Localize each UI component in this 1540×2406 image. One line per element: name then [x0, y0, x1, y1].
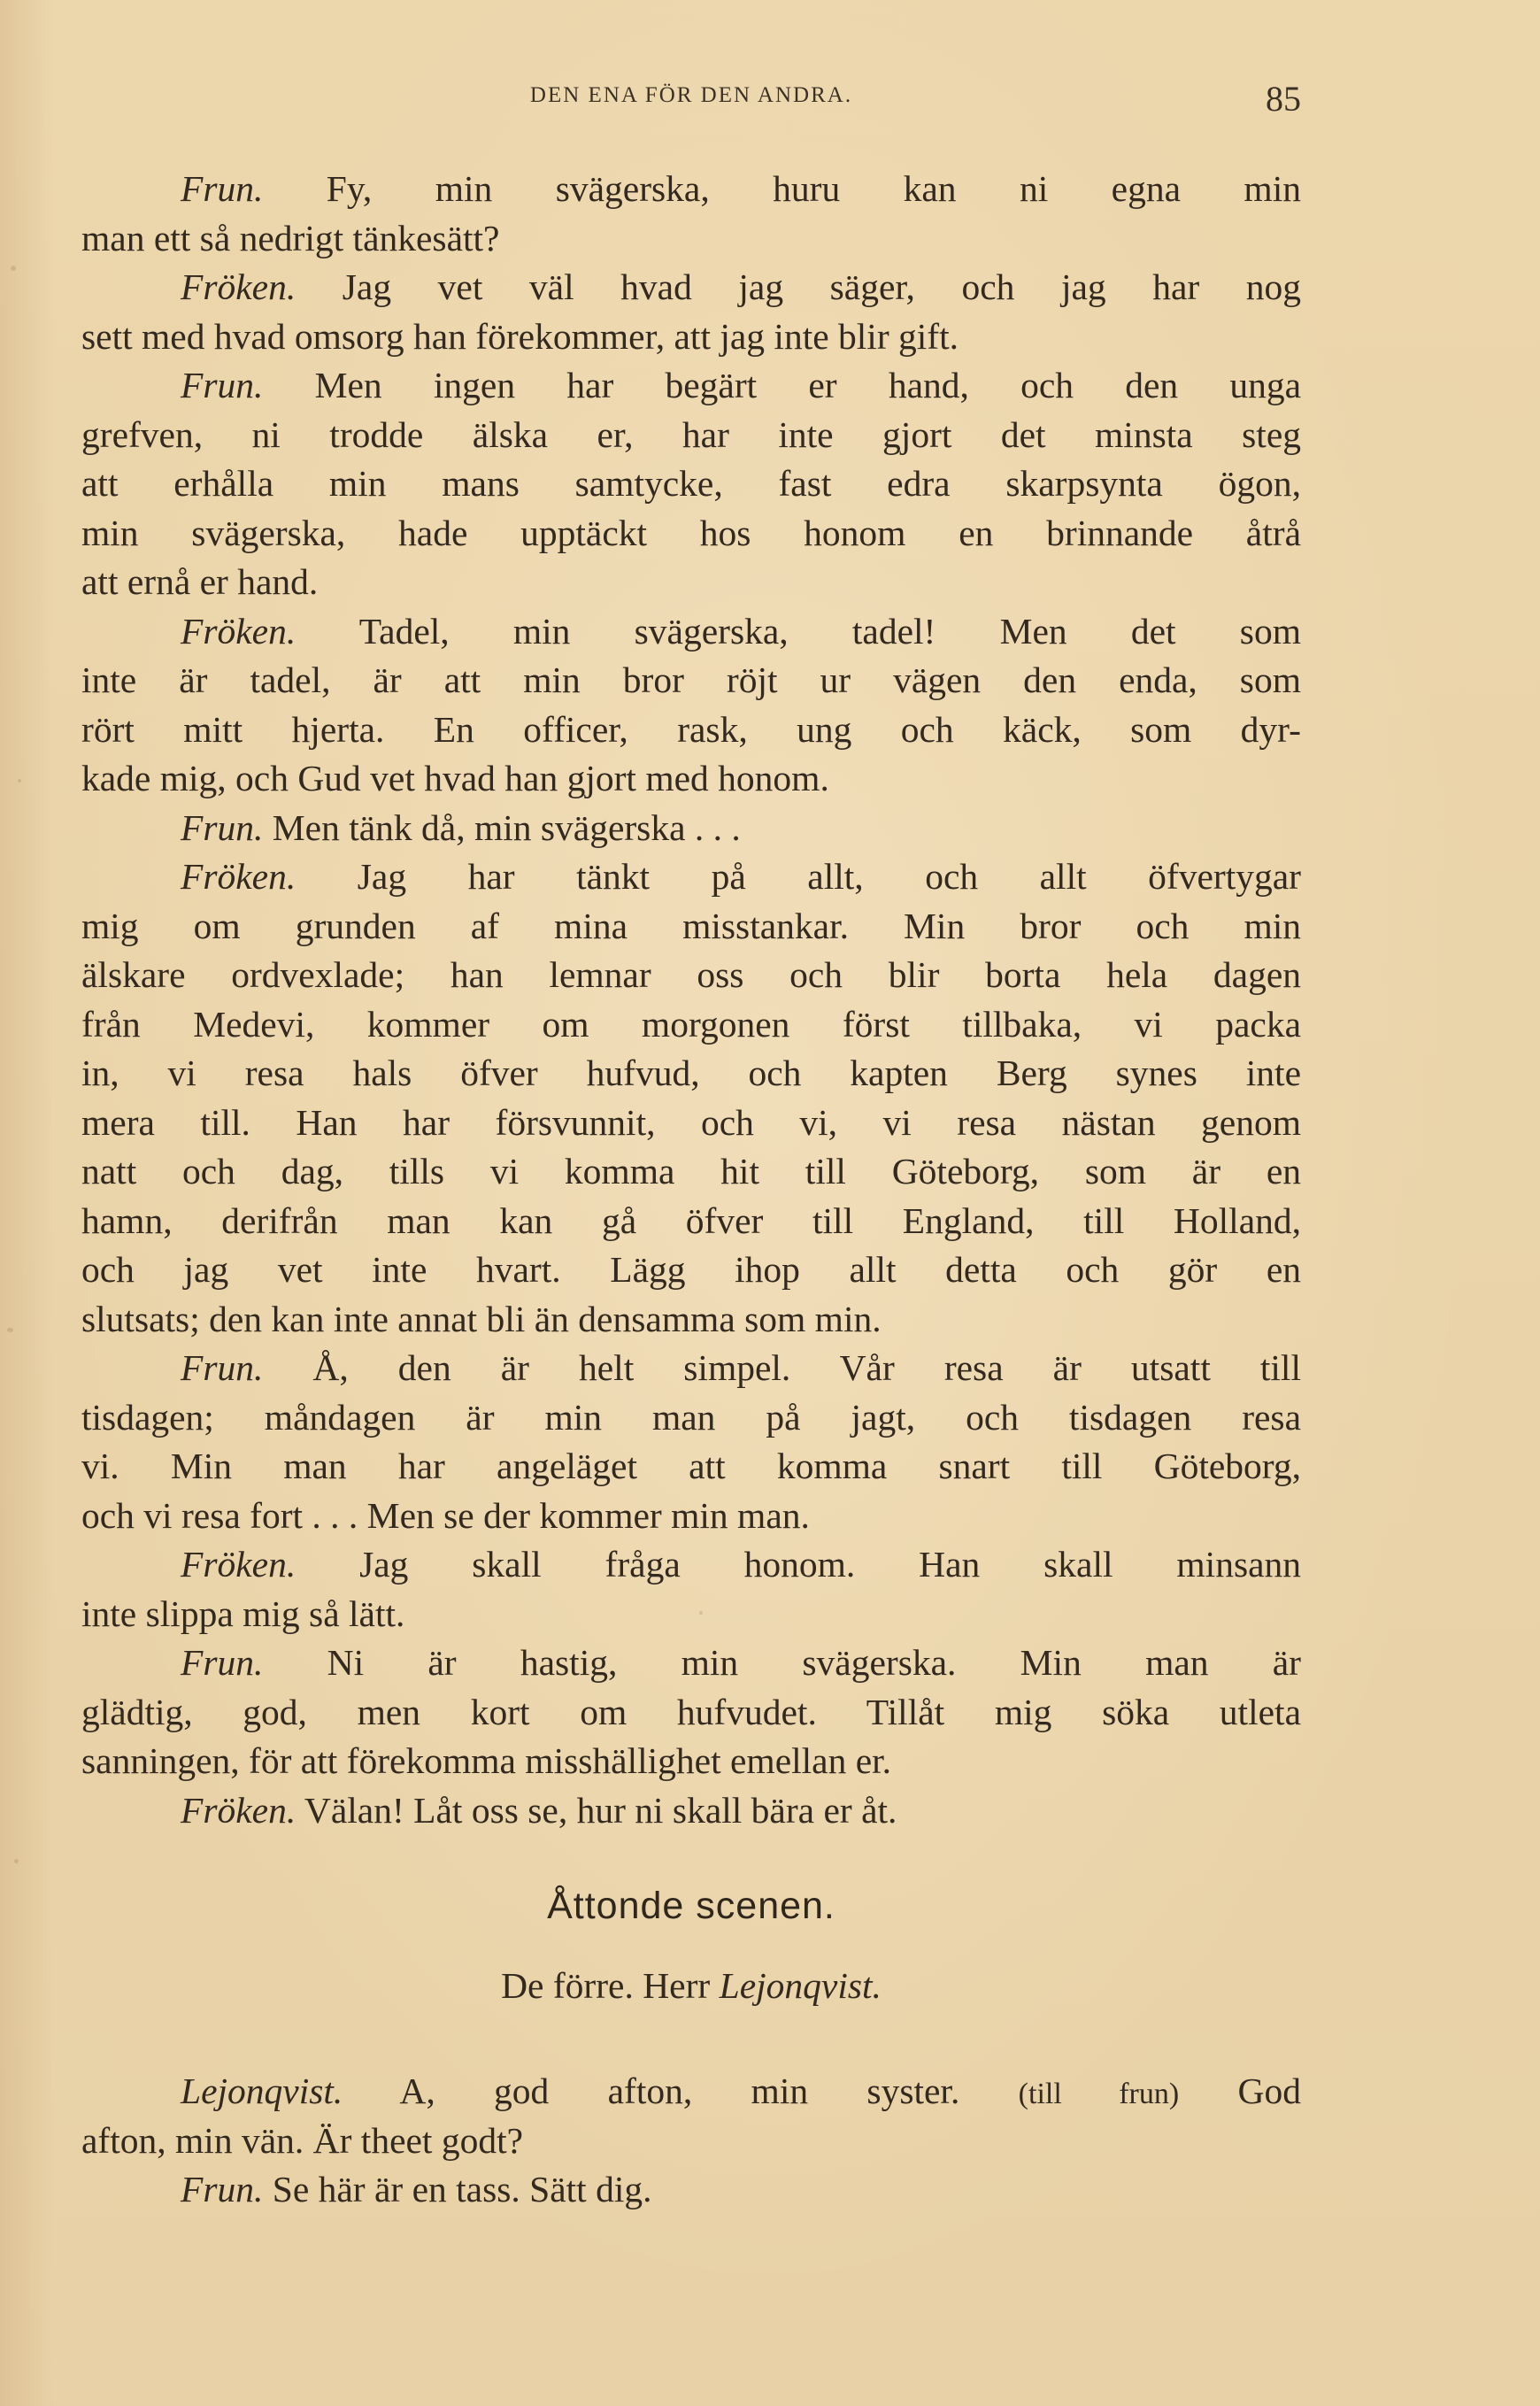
dialogue-line — [81, 1197, 1301, 1246]
speaker-name: Fröken. — [181, 610, 296, 652]
line-text: Fy, min svägerska, huru kan ni egna min — [326, 168, 1301, 209]
line-text: hamn, derifrån man kan gå öfver till England, till Holland, — [81, 1199, 1301, 1241]
dialogue-line — [81, 1147, 1301, 1197]
line-text: min svägerska, hade upptäckt hos honom en brinnande åtrå — [81, 512, 1301, 553]
speaker-name: Frun. — [181, 2169, 264, 2209]
line-text: Jag vet väl hvad jag säger, och jag har nog — [342, 266, 1301, 307]
running-head: DEN ENA FÖR DEN ANDRA. — [529, 83, 853, 107]
dialogue-line — [81, 1639, 1301, 1688]
dialogue-line — [81, 263, 1301, 312]
dialogue-line — [81, 312, 1301, 362]
dialogue-line — [81, 214, 1301, 264]
dialogue-block — [81, 165, 1301, 1835]
dialogue-line — [81, 852, 1301, 902]
dialogue-line — [81, 951, 1301, 1000]
dialogue-line — [81, 1099, 1301, 1148]
dialogue-line — [81, 1245, 1301, 1295]
line-text: Tadel, min svägerska, tadel! Men det som — [358, 610, 1301, 652]
cast-list — [81, 1959, 1301, 2012]
line-text: Å, den är helt simpel. Vår resa är utsatt till — [312, 1347, 1301, 1388]
dialogue-line — [81, 1737, 1301, 1786]
dialogue-line — [81, 165, 1301, 214]
speaker-name: Fröken. — [181, 266, 296, 307]
dialogue-line — [81, 1000, 1301, 1050]
dialogue-line — [81, 754, 1301, 804]
dialogue-line — [81, 1393, 1301, 1443]
line-text: mig om grunden af mina misstankar. Min bror och min — [81, 905, 1301, 946]
line-text: att erhålla min mans samtycke, fast edra skarpsynta ögon, — [81, 463, 1301, 504]
cast-plain: De förre. Herr — [501, 1965, 711, 2006]
line-text: natt och dag, tills vi komma hit till Göteborg, som är en — [81, 1151, 1301, 1191]
dialogue-line — [81, 1590, 1301, 1639]
dialogue-line — [81, 459, 1301, 509]
line-text: in, vi resa hals öfver hufvud, och kapten Berg synes inte — [81, 1053, 1301, 1093]
line-text: älskare ordvexlade; han lemnar oss och blir borta hela dagen — [81, 954, 1301, 995]
dialogue-line — [81, 558, 1301, 607]
dialogue-line — [81, 2165, 1301, 2215]
line-text: att ernå er hand. — [81, 561, 319, 602]
speaker-name: Frun. — [181, 1642, 264, 1683]
dialogue-line — [81, 902, 1301, 952]
line-text: sett med hvad omsorg han förekommer, att jag inte blir gift. — [81, 315, 959, 357]
speaker-name: Frun. — [181, 365, 264, 405]
line-text: Men ingen har begärt er hand, och den unga — [314, 365, 1302, 405]
speaker-name: Fröken. — [181, 1544, 296, 1585]
speaker-name: Frun. — [181, 1347, 264, 1388]
line-text: inte slippa mig så lätt. — [81, 1592, 405, 1634]
speaker-name: Frun. — [181, 806, 264, 848]
line-text: grefven, ni trodde älska er, har inte gjort det minsta steg — [81, 413, 1301, 455]
line-text: mera till. Han har försvunnit, och vi, vi resa nästan genom — [81, 1101, 1301, 1143]
dialogue-line — [81, 607, 1301, 657]
line-text: slutsats; den kan inte annat bli än densamma som min. — [81, 1298, 882, 1339]
page-header — [81, 78, 1301, 122]
dialogue-line — [81, 1442, 1301, 1492]
scene-title: Åttonde scenen. — [547, 1885, 835, 1927]
line-text: tisdagen; måndagen är min man på jagt, och tisdagen resa — [81, 1396, 1301, 1438]
line-text: och jag vet inte hvart. Lägg ihop allt detta och gör en — [81, 1249, 1301, 1290]
line-text: Ni är hastig, min svägerska. Min man är — [327, 1642, 1301, 1683]
line-text: God — [1237, 2071, 1302, 2111]
line-text: glädtig, god, men kort om hufvudet. Tillåt mig söka utleta — [81, 1691, 1301, 1732]
line-text: och vi resa fort . . . Men se der kommer min man. — [81, 1494, 810, 1536]
dialogue-line — [81, 509, 1301, 559]
line-text: Välan! Låt oss se, hur ni skall bära er åt. — [304, 1789, 897, 1831]
line-text: vi. Min man har angeläget att komma snart till Göteborg, — [81, 1446, 1301, 1486]
cast-italic: Lejonqvist. — [719, 1965, 882, 2006]
line-text: sanningen, för att förekomma misshällighet emellan er. — [81, 1740, 892, 1781]
line-text: kade mig, och Gud vet hvad han gjort med honom. — [81, 758, 829, 798]
dialogue-line — [81, 1688, 1301, 1738]
speaker-name: Frun. — [181, 168, 264, 209]
line-text: rört mitt hjerta. En officer, rask, ung och käck, som dyr- — [81, 708, 1301, 750]
page-number: 85 — [1266, 79, 1301, 119]
speaker-name: Fröken. — [181, 1789, 296, 1831]
dialogue-line — [81, 1786, 1301, 1836]
dialogue-line — [81, 1344, 1301, 1393]
stage-direction: (till frun) — [1018, 2078, 1180, 2110]
dialogue-line — [81, 706, 1301, 755]
dialogue-line — [81, 804, 1301, 853]
dialogue-line — [81, 1540, 1301, 1590]
line-text: Jag har tänkt på allt, och allt öfvertygar — [357, 856, 1302, 897]
line-text: Jag skall fråga honom. Han skall minsann — [359, 1544, 1302, 1585]
dialogue-line — [81, 411, 1301, 460]
dialogue-line — [81, 656, 1301, 706]
dialogue-line — [81, 1295, 1301, 1345]
dialogue-line — [81, 2067, 1301, 2117]
spacer — [81, 2012, 1301, 2067]
dialogue-line — [81, 1049, 1301, 1099]
speaker-name: Lejonqvist. — [181, 2071, 343, 2111]
line-text: inte är tadel, är att min bror röjt ur vägen den enda, som — [81, 659, 1301, 700]
speaker-name: Fröken. — [181, 856, 296, 897]
line-text: A, god afton, min syster. — [399, 2071, 960, 2111]
page-body — [81, 165, 1301, 2215]
dialogue-line — [81, 361, 1301, 411]
line-text: man ett så nedrigt tänkesätt? — [81, 217, 500, 258]
line-text: från Medevi, kommer om morgonen först tillbaka, vi packa — [81, 1003, 1301, 1045]
line-text: Men tänk då, min svägerska . . . — [272, 806, 741, 848]
dialogue-line: afton, min vän. Är theet godt? — [81, 2119, 524, 2161]
line-text: Se här är en tass. Sätt dig. — [272, 2169, 652, 2209]
dialogue-line — [81, 1492, 1301, 1541]
